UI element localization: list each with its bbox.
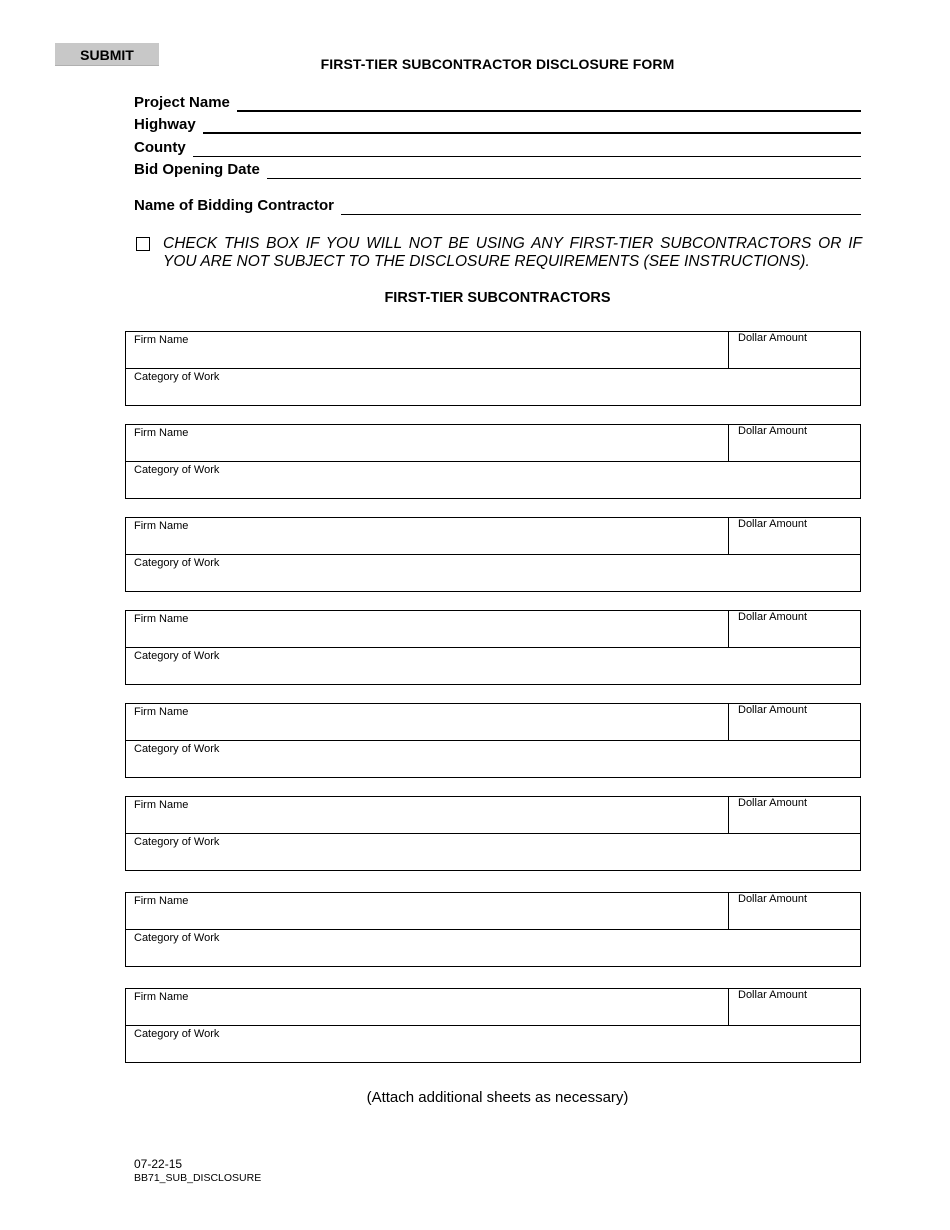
highway-label: Highway — [134, 116, 196, 133]
county-label: County — [134, 139, 186, 156]
category-of-work-field[interactable] — [126, 462, 860, 498]
dollar-amount-label: Dollar Amount — [738, 704, 808, 716]
firm-name-field[interactable] — [126, 704, 728, 740]
firm-name-field[interactable] — [126, 518, 728, 554]
dollar-amount-label: Dollar Amount — [738, 332, 808, 344]
category-of-work-label: Category of Work — [134, 1028, 220, 1040]
subcontractor-entry — [125, 424, 861, 499]
county-input[interactable] — [193, 142, 861, 157]
dollar-amount-label: Dollar Amount — [738, 425, 808, 437]
firm-name-field[interactable] — [126, 893, 728, 929]
category-of-work-field[interactable] — [126, 834, 860, 870]
section-title: FIRST-TIER SUBCONTRACTORS — [384, 290, 611, 306]
no-subcontractors-checkbox[interactable] — [136, 237, 150, 251]
dollar-amount-field[interactable] — [728, 893, 861, 929]
subcontractor-entry — [125, 610, 861, 685]
category-of-work-field[interactable] — [126, 930, 860, 966]
firm-name-label: Firm Name — [134, 613, 189, 625]
subcontractor-entry — [125, 331, 861, 406]
dollar-amount-label: Dollar Amount — [738, 518, 808, 530]
bidding-contractor-label: Name of Bidding Contractor — [134, 197, 335, 214]
firm-name-label: Firm Name — [134, 334, 189, 346]
dollar-amount-field[interactable] — [728, 611, 861, 647]
firm-name-label: Firm Name — [134, 427, 189, 439]
dollar-amount-field[interactable] — [728, 704, 861, 740]
firm-name-label: Firm Name — [134, 895, 189, 907]
subcontractor-entry — [125, 796, 861, 871]
form-code: BB71_SUB_DISCLOSURE — [134, 1172, 262, 1184]
firm-name-label: Firm Name — [134, 706, 189, 718]
project-name-input[interactable] — [237, 96, 861, 112]
form-revision-date: 07-22-15 — [134, 1157, 183, 1171]
firm-name-field[interactable] — [126, 797, 728, 833]
county-row — [134, 137, 861, 157]
dollar-amount-field[interactable] — [728, 518, 861, 554]
firm-name-label: Firm Name — [134, 520, 189, 532]
project-name-label: Project Name — [134, 94, 230, 111]
subcontractor-entry — [125, 517, 861, 592]
category-of-work-field[interactable] — [126, 555, 860, 591]
firm-name-label: Firm Name — [134, 799, 189, 811]
dollar-amount-label: Dollar Amount — [738, 611, 808, 623]
no-subcontractors-text: CHECK THIS BOX IF YOU WILL NOT BE USING ANY FIRST-TIER SUBCONTRACTORS OR IF YOU ARE NOT SUBJECT TO THE DISCLOSURE REQUIREMENTS (SEE INSTRUCTIONS). — [163, 235, 862, 270]
dollar-amount-field[interactable] — [728, 425, 861, 461]
form-title: FIRST-TIER SUBCONTRACTOR DISCLOSURE FORM — [320, 56, 675, 72]
firm-name-field[interactable] — [126, 989, 728, 1025]
dollar-amount-label: Dollar Amount — [738, 797, 808, 809]
firm-name-field[interactable] — [126, 332, 728, 368]
attach-note: (Attach additional sheets as necessary) — [366, 1089, 629, 1106]
dollar-amount-field[interactable] — [728, 332, 861, 368]
firm-name-field[interactable] — [126, 425, 728, 461]
highway-input[interactable] — [203, 118, 861, 134]
subcontractor-entry — [125, 892, 861, 967]
firm-name-field[interactable] — [126, 611, 728, 647]
project-name-row — [134, 92, 861, 112]
category-of-work-field[interactable] — [126, 648, 860, 684]
category-of-work-label: Category of Work — [134, 464, 220, 476]
subcontractor-entry — [125, 703, 861, 778]
dollar-amount-label: Dollar Amount — [738, 893, 808, 905]
firm-name-label: Firm Name — [134, 991, 189, 1003]
category-of-work-label: Category of Work — [134, 557, 220, 569]
bid-opening-date-label: Bid Opening Date — [134, 161, 260, 178]
category-of-work-field[interactable] — [126, 369, 860, 405]
bidding-contractor-row — [134, 195, 861, 215]
category-of-work-label: Category of Work — [134, 932, 220, 944]
dollar-amount-field[interactable] — [728, 797, 861, 833]
highway-row — [134, 114, 861, 134]
bidding-contractor-input[interactable] — [341, 200, 861, 215]
category-of-work-label: Category of Work — [134, 743, 220, 755]
bid-opening-date-row — [134, 159, 861, 179]
bid-opening-date-input[interactable] — [267, 164, 861, 179]
category-of-work-field[interactable] — [126, 1026, 860, 1062]
dollar-amount-label: Dollar Amount — [738, 989, 808, 1001]
dollar-amount-field[interactable] — [728, 989, 861, 1025]
category-of-work-label: Category of Work — [134, 371, 220, 383]
subcontractor-entry — [125, 988, 861, 1063]
category-of-work-label: Category of Work — [134, 650, 220, 662]
category-of-work-field[interactable] — [126, 741, 860, 777]
category-of-work-label: Category of Work — [134, 836, 220, 848]
submit-button[interactable]: SUBMIT — [55, 43, 159, 66]
